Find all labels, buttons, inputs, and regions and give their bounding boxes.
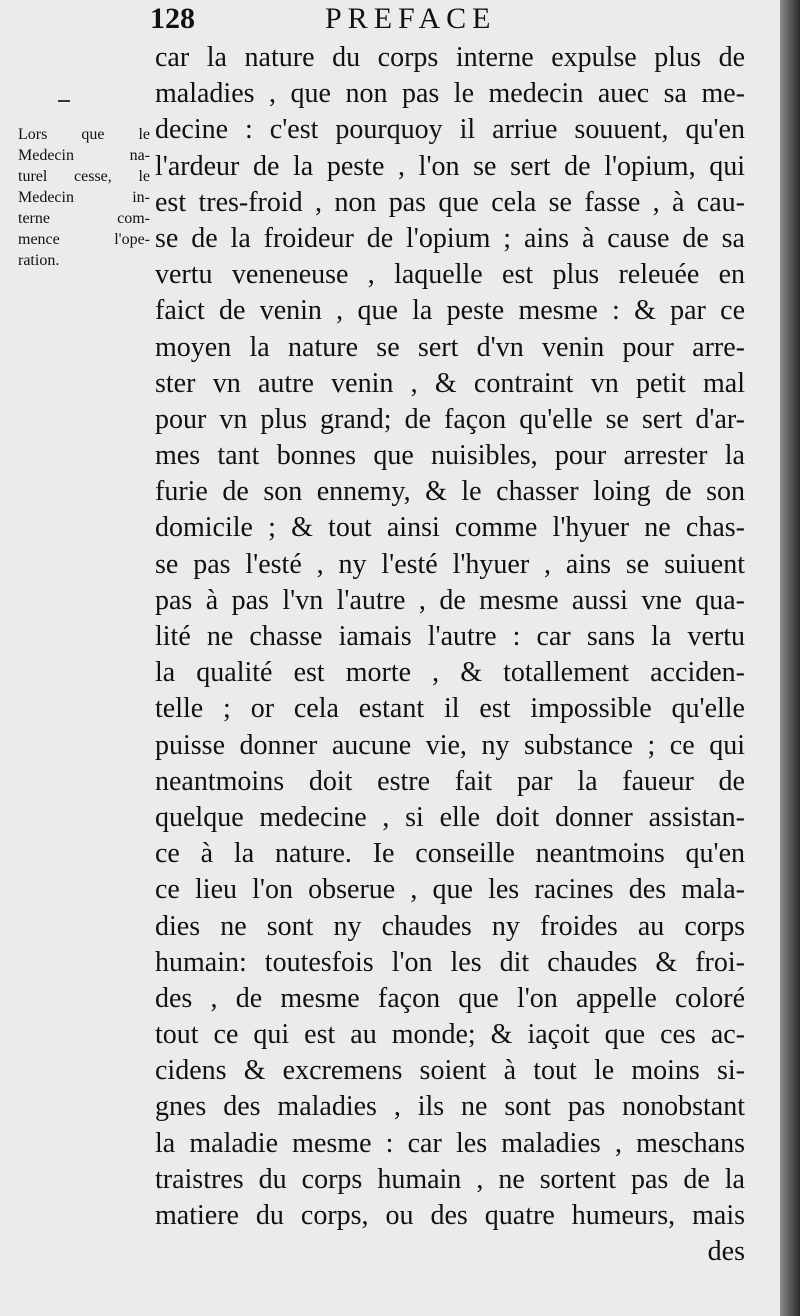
margin-note-line: turel cesse, le bbox=[18, 168, 150, 185]
text-line: neantmoins doit estre fait par la faueur de bbox=[155, 765, 745, 797]
text-line: ster vn autre venin , & contraint vn petit mal bbox=[155, 367, 745, 399]
text-line: la qualité est morte , & totallement acciden- bbox=[155, 657, 745, 689]
catchword: des bbox=[707, 1236, 745, 1268]
margin-note-line: terne com- bbox=[18, 210, 150, 227]
text-line: cidens & excremens soient à tout le moins si- bbox=[155, 1055, 745, 1087]
page-header bbox=[150, 2, 750, 42]
page-number: 128 bbox=[150, 2, 195, 35]
text-line: faict de venin , que la peste mesme : & par ce bbox=[155, 295, 745, 327]
text-line: des , de mesme façon que l'on appelle coloré bbox=[155, 982, 745, 1014]
text-line: est tres-froid , non pas que cela se fasse , à cau- bbox=[155, 186, 745, 218]
text-line: dies ne sont ny chaudes ny froides au corps bbox=[155, 910, 745, 942]
text-line: ce lieu l'on obserue , que les racines des mala- bbox=[155, 874, 745, 906]
text-line: l'ardeur de la peste , l'on se sert de l'opium, qui bbox=[155, 150, 745, 182]
text-line: se pas l'esté , ny l'esté l'hyuer , ains se suiuent bbox=[155, 548, 745, 580]
margin-note-line: Medecin in- bbox=[18, 189, 150, 206]
margin-note-line: Lors que le bbox=[18, 126, 150, 143]
text-line: la maladie mesme : car les maladies , meschans bbox=[155, 1127, 745, 1159]
text-line: humain: toutesfois l'on les dit chaudes & froi- bbox=[155, 946, 745, 978]
page-edge-shadow bbox=[780, 0, 800, 1316]
text-line: moyen la nature se sert d'vn venin pour arre- bbox=[155, 331, 745, 363]
margin-note-line: Medecin na- bbox=[18, 147, 150, 164]
text-line: car la nature du corps interne expulse plus de bbox=[155, 42, 745, 73]
text-line: vertu veneneuse , laquelle est plus releuée en bbox=[155, 259, 745, 291]
running-title: PREFACE bbox=[325, 2, 497, 35]
text-line: se de la froideur de l'opium ; ains à cause de sa bbox=[155, 222, 745, 254]
text-line: gnes des maladies , ils ne sont pas nonobstant bbox=[155, 1091, 745, 1123]
text-line: pour vn plus grand; de façon qu'elle se sert d'ar- bbox=[155, 403, 745, 435]
text-line: tout ce qui est au monde; & iaçoit que ces ac- bbox=[155, 1019, 745, 1051]
text-line: ce à la nature. Ie conseille neantmoins qu'en bbox=[155, 838, 745, 870]
margin-note bbox=[18, 124, 150, 271]
text-line: pas à pas l'vn l'autre , de mesme aussi vne qua- bbox=[155, 584, 745, 616]
text-line: maladies , que non pas le medecin auec sa me- bbox=[155, 78, 745, 110]
text-line: mes tant bonnes que nuisibles, pour arrester la bbox=[155, 440, 745, 472]
margin-note-line: mence l'ope- bbox=[18, 231, 150, 248]
text-line: furie de son ennemy, & le chasser loing de son bbox=[155, 476, 745, 508]
text-line: quelque medecine , si elle doit donner assistan- bbox=[155, 801, 745, 833]
text-line: domicile ; & tout ainsi comme l'hyuer ne chas- bbox=[155, 512, 745, 544]
text-line: puisse donner aucune vie, ny substance ; ce qui bbox=[155, 729, 745, 761]
text-line: traistres du corps humain , ne sortent pas de la bbox=[155, 1163, 745, 1195]
margin-note-line: ration. bbox=[18, 252, 60, 269]
text-line: lité ne chasse iamais l'autre : car sans la vertu bbox=[155, 621, 745, 652]
margin-dash-mark bbox=[58, 100, 70, 102]
text-line: decine : c'est pourquoy il arriue souuent, qu'en bbox=[155, 114, 745, 146]
text-line: matiere du corps, ou des quatre humeurs, mais bbox=[155, 1200, 745, 1231]
body-text bbox=[155, 40, 745, 1270]
text-line: telle ; or cela estant il est impossible qu'elle bbox=[155, 693, 745, 725]
